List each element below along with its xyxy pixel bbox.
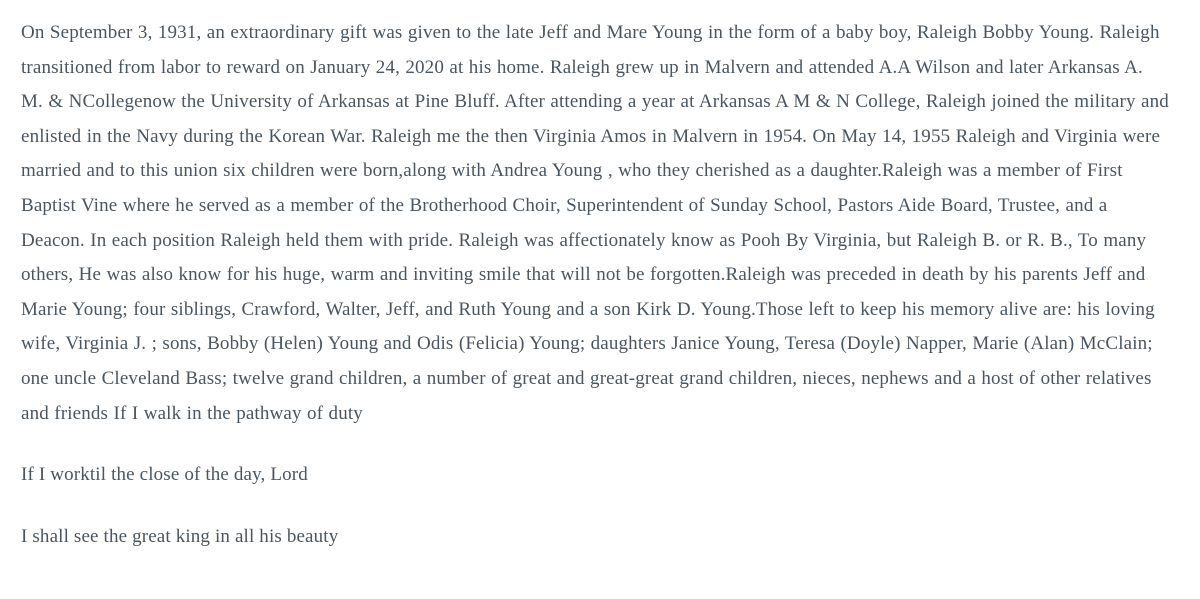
verse-line: I shall see the great king in all his beauty (21, 525, 339, 547)
obituary-paragraph: On September 3, 1931, an extraordinary gift was given to the late Jeff and Mare Young in the form of a baby boy, Raleigh Bobby Young. Raleigh transitioned from labor to reward on January 24, 2020 at his home. Raleigh grew up in Malvern and attended A.A Wilson and later Arkansas A. M. & NCollegenow the University of Arkansas at Pine Bluff. After attending a year at Arkansas A M & N College, Raleigh joined the military and enlisted in the Navy during the Korean War. Raleigh me the then Virginia Amos in Malvern in 1954. On May 14, 1955 Raleigh and Virginia were married and to this union six children were born,along with Andrea Young , who they cherished as a daughter.Raleigh was a member of First Baptist Vine where he served as a member of the Brotherhood Choir, Superintendent of Sunday School, Pastors Aide Board, Trustee, and a Deacon. In each position Raleigh held them with pride. Raleigh was affectionately know as Pooh By Virginia, but Raleigh B. or R. B., To many others, He was also know for his huge, warm and inviting smile that will not be forgotten.Raleigh was preceded in death by his parents Jeff and Marie Young; four siblings, Crawford, Walter, Jeff, and Ruth Young and a son Kirk D. Young.Those left to keep his memory alive are: his loving wife, Virginia J. ; sons, Bobby (Helen) Young and Odis (Felicia) Young; daughters Janice Young, Teresa (Doyle) Napper, Marie (Alan) McClain; one uncle Cleveland Bass; twelve grand children, a number of great and great-great grand children, nieces, nephews and a host of other relatives and friends If I walk in the pathway of duty (21, 22, 1169, 424)
verse-line: If I worktil the close of the day, Lord (21, 464, 308, 486)
